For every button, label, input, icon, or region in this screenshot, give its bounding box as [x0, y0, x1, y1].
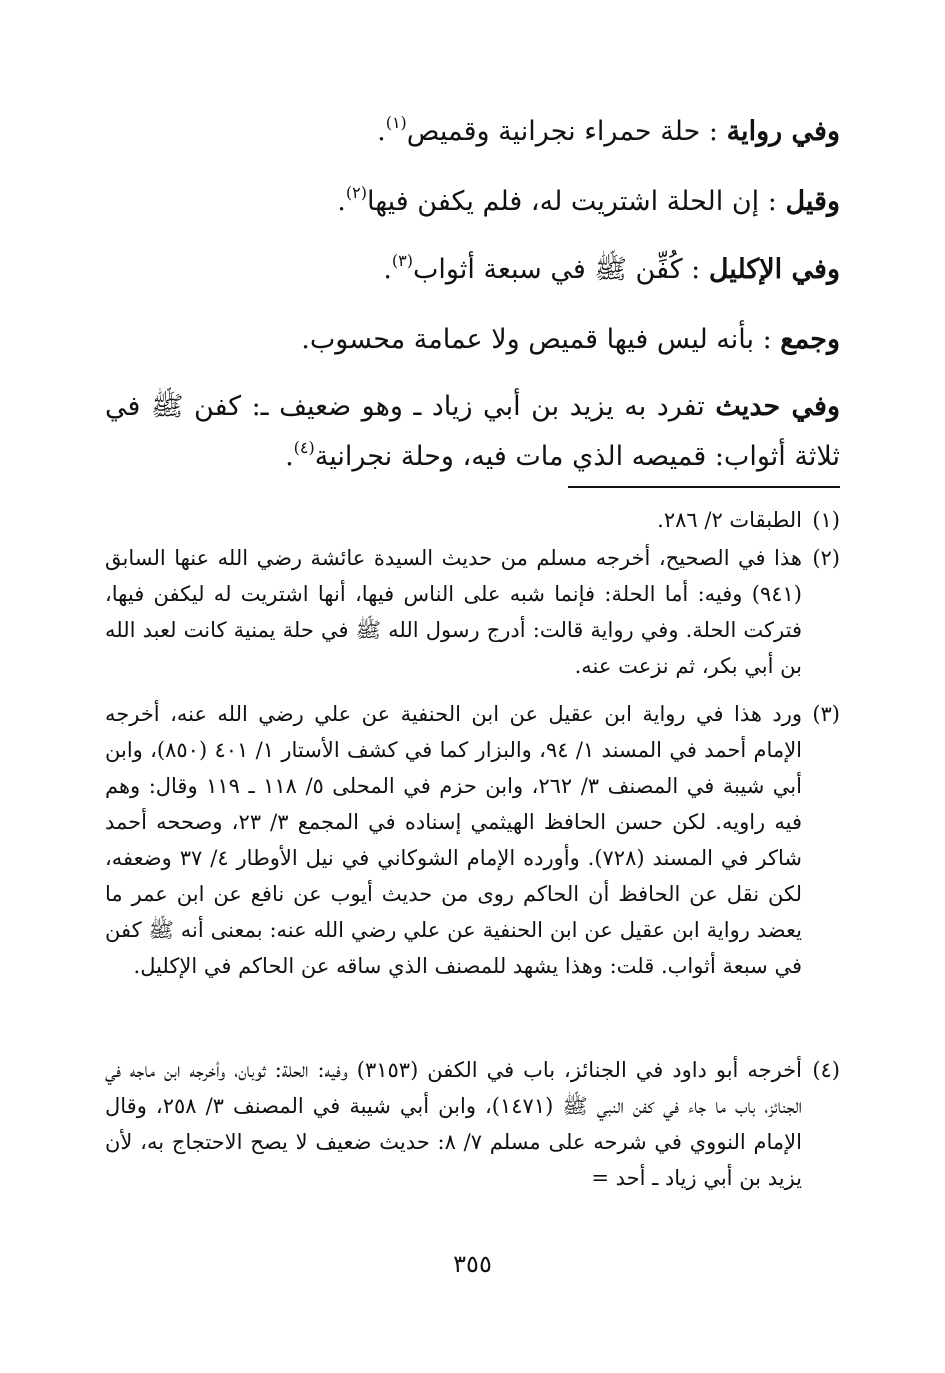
paragraph-text: تفرد به يزيد بن أبي زياد ـ وهو ضعيف ـ: كفن ﷺ في ثلاثة أثواب: قميصه الذي مات فيه، وحلة نجرانية [105, 391, 840, 472]
footnote-text: الطبقات ٢/ ٢٨٦. [657, 508, 802, 532]
lead-word: وجمع [780, 324, 840, 355]
footnote-ref: (٢) [345, 183, 367, 202]
footnote-1 [105, 502, 840, 538]
main-paragraph-3 [105, 250, 840, 290]
paragraph-text: : بأنه ليس فيها قميص ولا عمامة محسوب. [301, 324, 772, 355]
footnote-text: أخرجه أبو داود في الجنائز، باب في الكفن (٣١٥٣) وفيه: الحلة: ثوبان، وأخرجه ابن ماجه في الجنائز، باب ما جاء في كفن النبي ﷺ (١٤٧١)، وابن أبي شيبة في المصنف ٣/ ٢٥٨، وقال الإمام النووي في شرحه على مسلم ٧/ ٨: حديث ضعيف لا يصح الاحتجاج به، لأن يزيد بن أبي زياد ـ أحد = [105, 1058, 802, 1190]
footnote-number: (١) [812, 508, 840, 532]
main-paragraph-2 [105, 182, 840, 222]
footnote-ref: (٣) [391, 251, 413, 270]
footnote-text: هذا في الصحيح، أخرجه مسلم من حديث السيدة عائشة رضي الله عنها السابق (٩٤١) وفيه: أما الحلة: فإنما شبه على الناس فيها، أنها اشتريت له ليكفن فيها، فتركت الحلة. وفي رواية قالت: أدرج رسول الله ﷺ في حلة يمنية كانت لعبد الله بن أبي بكر، ثم نزعت عنه. [105, 546, 802, 678]
lead-word: وفي رواية [726, 116, 840, 147]
footnote-ref: (١) [385, 113, 407, 132]
page-number: ٣٥٥ [453, 1250, 492, 1278]
lead-word: وفي الإكليل [708, 254, 840, 285]
footnote-2 [105, 540, 840, 684]
paragraph-text: : حلة حمراء نجرانية وقميص [406, 116, 718, 147]
footnote-number: (٣) [812, 702, 840, 726]
paragraph-text: : إن الحلة اشتريت له، فلم يكفن فيها [366, 186, 777, 217]
period: . [337, 186, 346, 217]
footnote-4 [105, 1052, 840, 1196]
paragraph-text: : كُفِّن ﷺ في سبعة أثواب [413, 254, 701, 285]
main-paragraph-1 [105, 112, 840, 152]
footnote-text: ورد هذا في رواية ابن عقيل عن ابن الحنفية عن علي رضي الله عنه، أخرجه الإمام أحمد في المسند ١/ ٩٤، والبزار كما في كشف الأستار ١/ ٤٠١ (٨٥٠)، وابن أبي شيبة في المصنف ٣/ ٢٦٢، وابن حزم في المحلى ٥/ ١١٨ ـ ١١٩ وقال: وهم فيه راويه. لكن حسن الحافظ الهيثمي إسناده في المجمع ٣/ ٢٣، وصححه أحمد شاكر في المسند (٧٢٨). وأورده الإمام الشوكاني في نيل الأوطار ٤/ ٣٧ وضعفه، لكن نقل عن الحافظ أن الحاكم روى من حديث أيوب عن نافع عن ابن عمر ما يعضد رواية ابن عقيل عن ابن الحنفية عن علي رضي الله عنه: بمعنى أنه ﷺ كفن في سبعة أثواب. قلت: وهذا يشهد للمصنف الذي ساقه عن الحاكم في الإكليل. [105, 702, 803, 978]
footnote-number: (٤) [812, 1058, 840, 1082]
footnote-ref: (٤) [293, 438, 315, 457]
footnote-separator [568, 486, 840, 488]
footnote-number: (٢) [812, 546, 840, 570]
period: . [285, 441, 294, 472]
main-paragraph-4 [105, 320, 840, 360]
period: . [377, 116, 386, 147]
lead-word: وقيل [785, 186, 840, 217]
footnote-3 [105, 696, 840, 984]
main-paragraph-5 [105, 382, 840, 482]
period: . [383, 254, 392, 285]
lead-word: وفي حديث [715, 391, 840, 422]
